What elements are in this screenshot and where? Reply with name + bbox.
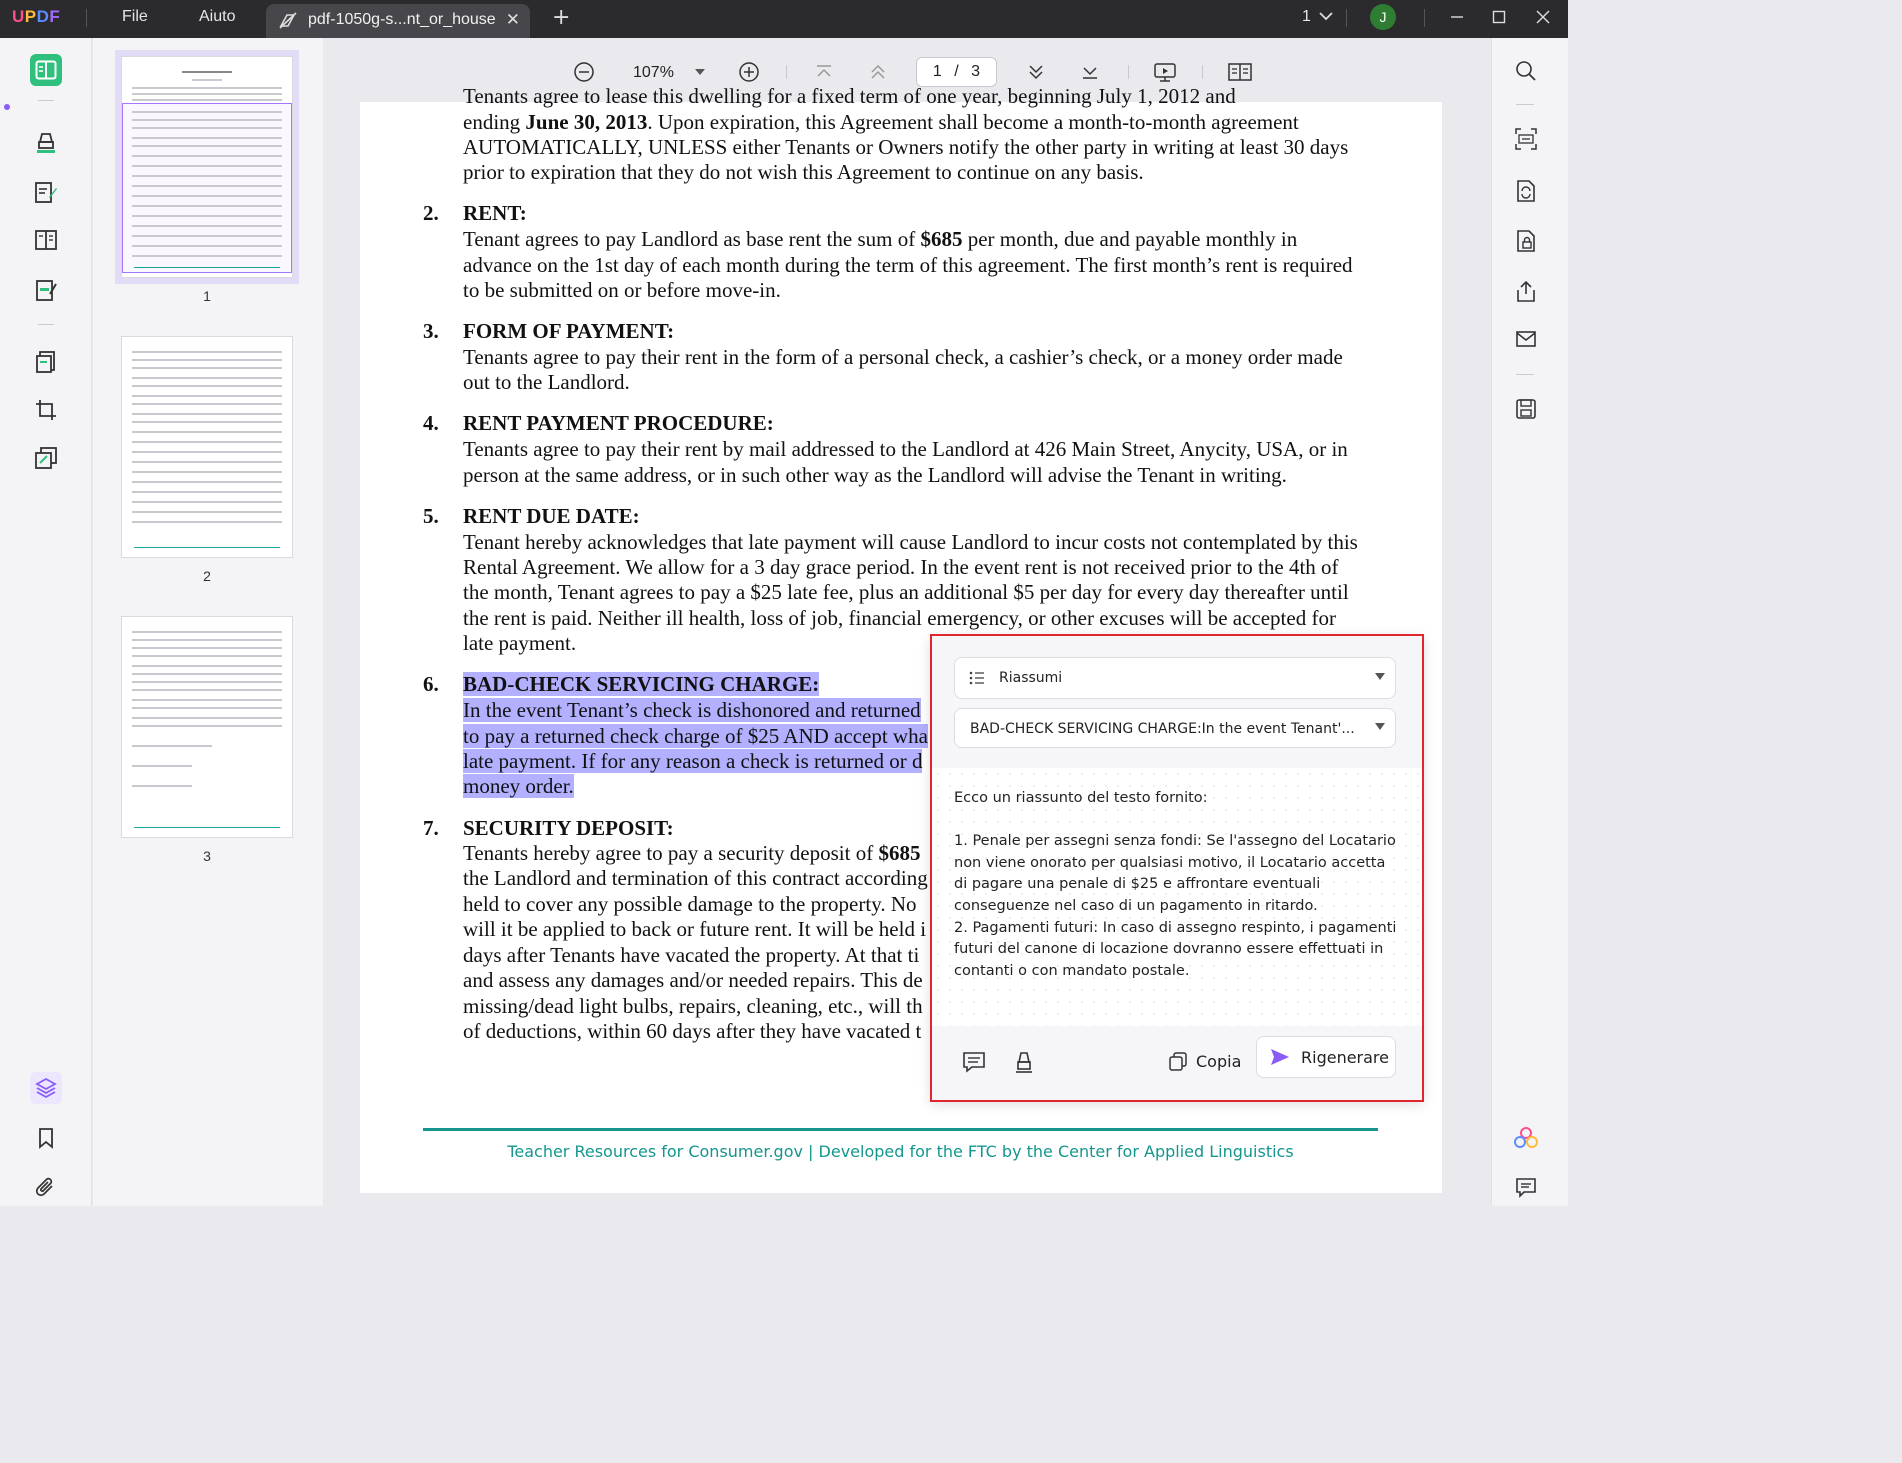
thumb-line bbox=[132, 461, 282, 463]
thumb-line bbox=[132, 501, 282, 503]
thumb-line bbox=[132, 185, 282, 187]
section-number: 5. bbox=[423, 504, 439, 528]
doc-line: of deductions, within 60 days after they have vacated t bbox=[463, 1019, 922, 1043]
ai-source-select[interactable] bbox=[954, 708, 1396, 748]
close-window-icon[interactable] bbox=[1528, 4, 1558, 30]
thumb-line bbox=[132, 385, 282, 387]
thumb-line bbox=[132, 725, 282, 727]
convert-pdf-icon[interactable] bbox=[30, 346, 62, 378]
comment-list-icon[interactable] bbox=[1513, 1174, 1539, 1200]
previous-page-icon[interactable] bbox=[866, 60, 890, 84]
doc-line: will it be applied to back or future rent. It will be held i bbox=[463, 917, 927, 941]
section-number: 7. bbox=[423, 816, 439, 840]
section-heading: RENT: bbox=[463, 201, 527, 225]
thumb-line bbox=[182, 71, 232, 73]
thumb-line bbox=[132, 471, 282, 473]
page-separator: / bbox=[954, 63, 959, 80]
crop-pages-icon[interactable] bbox=[30, 394, 62, 426]
layers-icon[interactable] bbox=[30, 1072, 62, 1104]
thumb-line bbox=[132, 707, 282, 709]
doc-bold-amount: $685 bbox=[878, 841, 921, 865]
ai-result-area[interactable] bbox=[932, 768, 1422, 1026]
regenerate-button[interactable] bbox=[1256, 1036, 1396, 1078]
thumb-line bbox=[132, 511, 282, 513]
doc-line: person at the same address, or in such other way as the Landlord will advise the Tenant in writing. bbox=[463, 463, 1287, 487]
thumb-line bbox=[132, 431, 282, 433]
copy-button[interactable] bbox=[1168, 1044, 1241, 1078]
slideshow-icon[interactable] bbox=[1153, 60, 1177, 84]
thumb-line bbox=[132, 359, 282, 361]
doc-line bbox=[463, 110, 1299, 136]
footer-rule bbox=[423, 1128, 1378, 1131]
thumb-line bbox=[132, 491, 282, 493]
divider bbox=[1516, 104, 1534, 105]
thumb-line bbox=[132, 639, 282, 641]
total-pages: 3 bbox=[971, 63, 981, 80]
thumb-line bbox=[132, 665, 282, 667]
doc-line[interactable] bbox=[463, 774, 574, 800]
indicator-dot bbox=[4, 104, 10, 110]
thumb-line bbox=[132, 745, 212, 747]
save-icon[interactable] bbox=[1513, 396, 1539, 422]
thumb-line bbox=[132, 699, 282, 701]
chevron-down-icon bbox=[1375, 673, 1385, 680]
thumb-line bbox=[132, 765, 192, 767]
left-tool-rail bbox=[0, 38, 92, 1206]
thumb-line bbox=[132, 145, 282, 147]
doc-line: Tenants agree to pay their rent in the form of a personal check, a cashier’s check, or a money order made bbox=[463, 345, 1343, 369]
doc-line: advance on the 1st day of each month during the term of this agreement. The first month’s rent is required bbox=[463, 253, 1353, 277]
section-number: 2. bbox=[423, 201, 439, 225]
thumb-line bbox=[132, 673, 282, 675]
page-thumbnail-3[interactable] bbox=[121, 616, 293, 838]
share-icon[interactable] bbox=[1513, 278, 1539, 304]
doc-line[interactable] bbox=[463, 724, 928, 750]
thumbnail-label: 1 bbox=[203, 288, 211, 304]
thumb-line bbox=[132, 235, 282, 237]
right-tool-rail bbox=[1491, 38, 1568, 1206]
doc-line: the Landlord and termination of this contract according bbox=[463, 866, 928, 890]
doc-bold-amount: $685 bbox=[920, 227, 963, 251]
copy-icon bbox=[1168, 1051, 1188, 1071]
doc-bold-date: June 30, 2013 bbox=[525, 110, 648, 134]
ai-source-value: BAD-CHECK SERVICING CHARGE:In the event Tenant'... bbox=[970, 721, 1355, 737]
thumb-line bbox=[132, 377, 282, 379]
title-bar bbox=[0, 0, 1568, 38]
doc-line: the rent is paid. Neither ill health, loss of job, financial emergency, or other excuses will be accepted for bbox=[463, 606, 1336, 630]
convert-icon[interactable] bbox=[1513, 178, 1539, 204]
thumbnail-panel bbox=[93, 38, 323, 1206]
divider bbox=[1202, 65, 1203, 79]
thumb-line bbox=[132, 351, 282, 353]
first-page-icon[interactable] bbox=[812, 60, 836, 84]
thumb-line bbox=[132, 421, 282, 423]
thumb-line bbox=[132, 215, 282, 217]
last-page-icon[interactable] bbox=[1078, 60, 1102, 84]
ocr-icon[interactable] bbox=[1513, 126, 1539, 152]
zoom-out-icon[interactable] bbox=[572, 60, 596, 84]
ai-summary-panel bbox=[930, 634, 1424, 1102]
page-number-input[interactable] bbox=[916, 57, 997, 87]
section-heading: FORM OF PAYMENT: bbox=[463, 319, 675, 343]
new-tab-icon[interactable]: + bbox=[552, 5, 571, 30]
doc-text-run: per month, due and payable monthly in bbox=[962, 227, 1298, 251]
maximize-icon[interactable] bbox=[1484, 4, 1514, 30]
logo-letter-f: F bbox=[49, 7, 61, 26]
user-avatar[interactable]: J bbox=[1370, 4, 1396, 30]
thumb-line bbox=[132, 93, 282, 95]
thumb-line bbox=[132, 521, 282, 523]
copy-label: Copia bbox=[1196, 1051, 1242, 1071]
thumb-line bbox=[132, 451, 282, 453]
thumb-line bbox=[132, 155, 282, 157]
tab-title: pdf-1050g-s...nt_or_house bbox=[308, 11, 496, 28]
document-link-icon bbox=[278, 12, 298, 30]
ai-panel-header bbox=[932, 636, 1422, 768]
thumb-line bbox=[132, 481, 282, 483]
doc-line: Tenants agree to pay their rent by mail addressed to the Landlord at 426 Main Street, Anycity, USA, or in bbox=[463, 437, 1348, 461]
highlighted-text: late payment. If for any reason a check is returned or d bbox=[463, 749, 923, 773]
doc-text-run: ending bbox=[463, 110, 526, 134]
email-icon[interactable] bbox=[1513, 326, 1539, 352]
thumb-line bbox=[192, 79, 222, 81]
divider bbox=[1424, 9, 1425, 27]
thumb-line bbox=[132, 367, 282, 369]
app-logo[interactable] bbox=[12, 7, 60, 27]
section-number: 4. bbox=[423, 411, 439, 435]
thumb-line bbox=[132, 111, 282, 113]
logo-letter-p: P bbox=[24, 7, 37, 26]
menu-help[interactable]: Aiuto bbox=[199, 8, 236, 25]
window-count[interactable]: 1 bbox=[1302, 8, 1311, 25]
doc-line: AUTOMATICALLY, UNLESS either Tenants or Owners notify the other party in writing at least 30 days bbox=[463, 135, 1349, 159]
chevron-down-icon[interactable] bbox=[1318, 6, 1334, 26]
thumb-line bbox=[132, 785, 192, 787]
thumb-line bbox=[132, 403, 282, 405]
doc-line: Tenant hereby acknowledges that late payment will cause Landlord to incur costs not contemplated by this bbox=[463, 530, 1358, 554]
reader-mode-icon[interactable] bbox=[30, 54, 62, 86]
organize-pages-icon[interactable] bbox=[30, 224, 62, 256]
section-heading[interactable] bbox=[463, 672, 819, 697]
section-number: 3. bbox=[423, 319, 439, 343]
protect-pdf-icon[interactable] bbox=[1513, 228, 1539, 254]
thumb-line bbox=[132, 165, 282, 167]
logo-letter-u: U bbox=[12, 7, 25, 26]
thumb-line bbox=[132, 255, 282, 257]
send-icon bbox=[1269, 1047, 1291, 1067]
page-thumbnail-1[interactable] bbox=[121, 56, 293, 278]
next-page-icon[interactable] bbox=[1024, 60, 1048, 84]
doc-text-run: Tenant agrees to pay Landlord as base rent the sum of bbox=[463, 227, 921, 251]
list-icon bbox=[969, 671, 985, 685]
insert-as-comment-icon[interactable] bbox=[960, 1048, 988, 1076]
highlighter-icon[interactable] bbox=[1010, 1048, 1038, 1076]
doc-line: days after Tenants have vacated the property. At that ti bbox=[463, 943, 920, 967]
thumb-line bbox=[132, 395, 282, 397]
ai-result-text: Ecco un riassunto del testo fornito: 1. Penale per assegni senza fondi: Se l'assegno del Locatario non viene onorato per qualsiasi motivo, il Locatario accetta di pagare una penale di $25 e affrontare eventuali conseguenze nel caso di un pagamento in ritardo. 2. Pagamenti futuri: In caso di assegno respinto, i pagamenti futuri del canone di locazione dovranno essere effettuati in contanti o con mandato postale. bbox=[954, 790, 1397, 979]
fill-sign-icon[interactable] bbox=[30, 274, 62, 306]
doc-text-run: . Upon expiration, this Agreement shall become a month-to-month agreement bbox=[647, 110, 1299, 134]
chevron-down-icon bbox=[1375, 723, 1385, 730]
page-thumbnail-2[interactable] bbox=[121, 336, 293, 558]
close-tab-icon[interactable]: ✕ bbox=[505, 10, 520, 30]
thumbnail-label: 2 bbox=[203, 568, 211, 584]
thumb-line bbox=[132, 717, 282, 719]
thumb-line bbox=[132, 99, 282, 101]
doc-line: prior to expiration that they do not wish this Agreement to continue on any basis. bbox=[463, 160, 1144, 184]
zoom-level[interactable]: 107% bbox=[633, 64, 674, 81]
section-heading: SECURITY DEPOSIT: bbox=[463, 816, 674, 840]
section-heading: RENT DUE DATE: bbox=[463, 504, 640, 528]
thumb-line bbox=[132, 681, 282, 683]
thumb-footer-line bbox=[134, 547, 280, 548]
doc-line: Rental Agreement. We allow for a 3 day grace period. In the event rent is not received prior to the 4th of bbox=[463, 555, 1339, 579]
divider bbox=[86, 9, 87, 27]
thumb-line bbox=[132, 441, 282, 443]
logo-letter-d: D bbox=[36, 7, 50, 26]
thumb-line bbox=[132, 87, 282, 89]
divider bbox=[38, 100, 54, 101]
document-tab[interactable] bbox=[266, 4, 530, 38]
thumb-line bbox=[132, 225, 282, 227]
highlighted-text: money order. bbox=[463, 774, 574, 798]
thumb-line bbox=[132, 137, 282, 139]
doc-text-run: Tenants hereby agree to pay a security deposit of bbox=[463, 841, 879, 865]
divider bbox=[38, 324, 54, 325]
section-heading: RENT PAYMENT PROCEDURE: bbox=[463, 411, 774, 435]
search-icon[interactable] bbox=[1513, 58, 1539, 84]
section-number: 6. bbox=[423, 672, 439, 696]
divider bbox=[1128, 65, 1129, 79]
highlighted-heading: BAD-CHECK SERVICING CHARGE: bbox=[463, 672, 820, 696]
thumb-line bbox=[132, 127, 282, 129]
doc-line: Tenants agree to lease this dwelling for a fixed term of one year, beginning July 1, 2012 and bbox=[463, 84, 1236, 108]
thumb-line bbox=[132, 647, 282, 649]
doc-line: late payment. bbox=[463, 631, 577, 655]
highlighted-text: In the event Tenant’s check is dishonored and returned bbox=[463, 698, 921, 722]
doc-line: to be submitted on or before move-in. bbox=[463, 278, 781, 302]
doc-line: missing/dead light bulbs, repairs, cleaning, etc., will th bbox=[463, 994, 923, 1018]
doc-line bbox=[463, 841, 920, 867]
divider bbox=[1516, 374, 1534, 375]
thumb-line bbox=[132, 205, 282, 207]
thumb-line bbox=[132, 689, 282, 691]
ai-panel-footer bbox=[932, 1026, 1422, 1100]
doc-line[interactable] bbox=[463, 749, 922, 775]
thumb-line bbox=[132, 195, 282, 197]
thumbnail-label: 3 bbox=[203, 848, 211, 864]
thumb-footer-line bbox=[134, 827, 280, 828]
thumb-line bbox=[132, 413, 282, 415]
ai-mode-value: Riassumi bbox=[999, 670, 1063, 686]
page-layout-icon[interactable] bbox=[1228, 60, 1252, 84]
thumb-line bbox=[132, 119, 282, 121]
edit-pdf-icon[interactable] bbox=[30, 176, 62, 208]
doc-line: and assess any damages and/or needed repairs. This de bbox=[463, 968, 923, 992]
thumb-line bbox=[132, 655, 282, 657]
thumb-footer-line bbox=[134, 267, 280, 268]
page-tools-icon[interactable] bbox=[30, 442, 62, 474]
zoom-dropdown-icon[interactable] bbox=[688, 60, 712, 84]
current-page: 1 bbox=[932, 63, 942, 80]
thumb-line bbox=[132, 245, 282, 247]
thumb-line bbox=[132, 175, 282, 177]
regenerate-label: Rigenerare bbox=[1301, 1047, 1389, 1067]
divider bbox=[786, 65, 787, 79]
highlighted-text: to pay a returned check charge of $25 AND accept wha bbox=[463, 724, 928, 748]
bookmark-icon[interactable] bbox=[30, 1122, 62, 1154]
ai-mode-select[interactable] bbox=[954, 657, 1396, 699]
ai-assistant-icon[interactable] bbox=[1513, 1126, 1539, 1152]
minimize-icon[interactable] bbox=[1442, 4, 1472, 30]
page-footer: Teacher Resources for Consumer.gov | Developed for the FTC by the Center for Applied Linguistics bbox=[507, 1142, 1294, 1161]
thumb-line bbox=[132, 631, 282, 633]
divider bbox=[1346, 9, 1347, 27]
doc-line: the month, Tenant agrees to pay a $25 late fee, plus an additional $5 per day for every day thereafter until bbox=[463, 580, 1349, 604]
doc-line: held to cover any possible damage to the property. No bbox=[463, 892, 917, 916]
highlighter-icon[interactable] bbox=[30, 126, 62, 158]
attachment-icon[interactable] bbox=[30, 1172, 62, 1204]
menu-file[interactable]: File bbox=[122, 8, 148, 25]
doc-line: out to the Landlord. bbox=[463, 370, 630, 394]
zoom-in-icon[interactable] bbox=[737, 60, 761, 84]
doc-line[interactable] bbox=[463, 698, 921, 724]
doc-line bbox=[463, 227, 1297, 253]
